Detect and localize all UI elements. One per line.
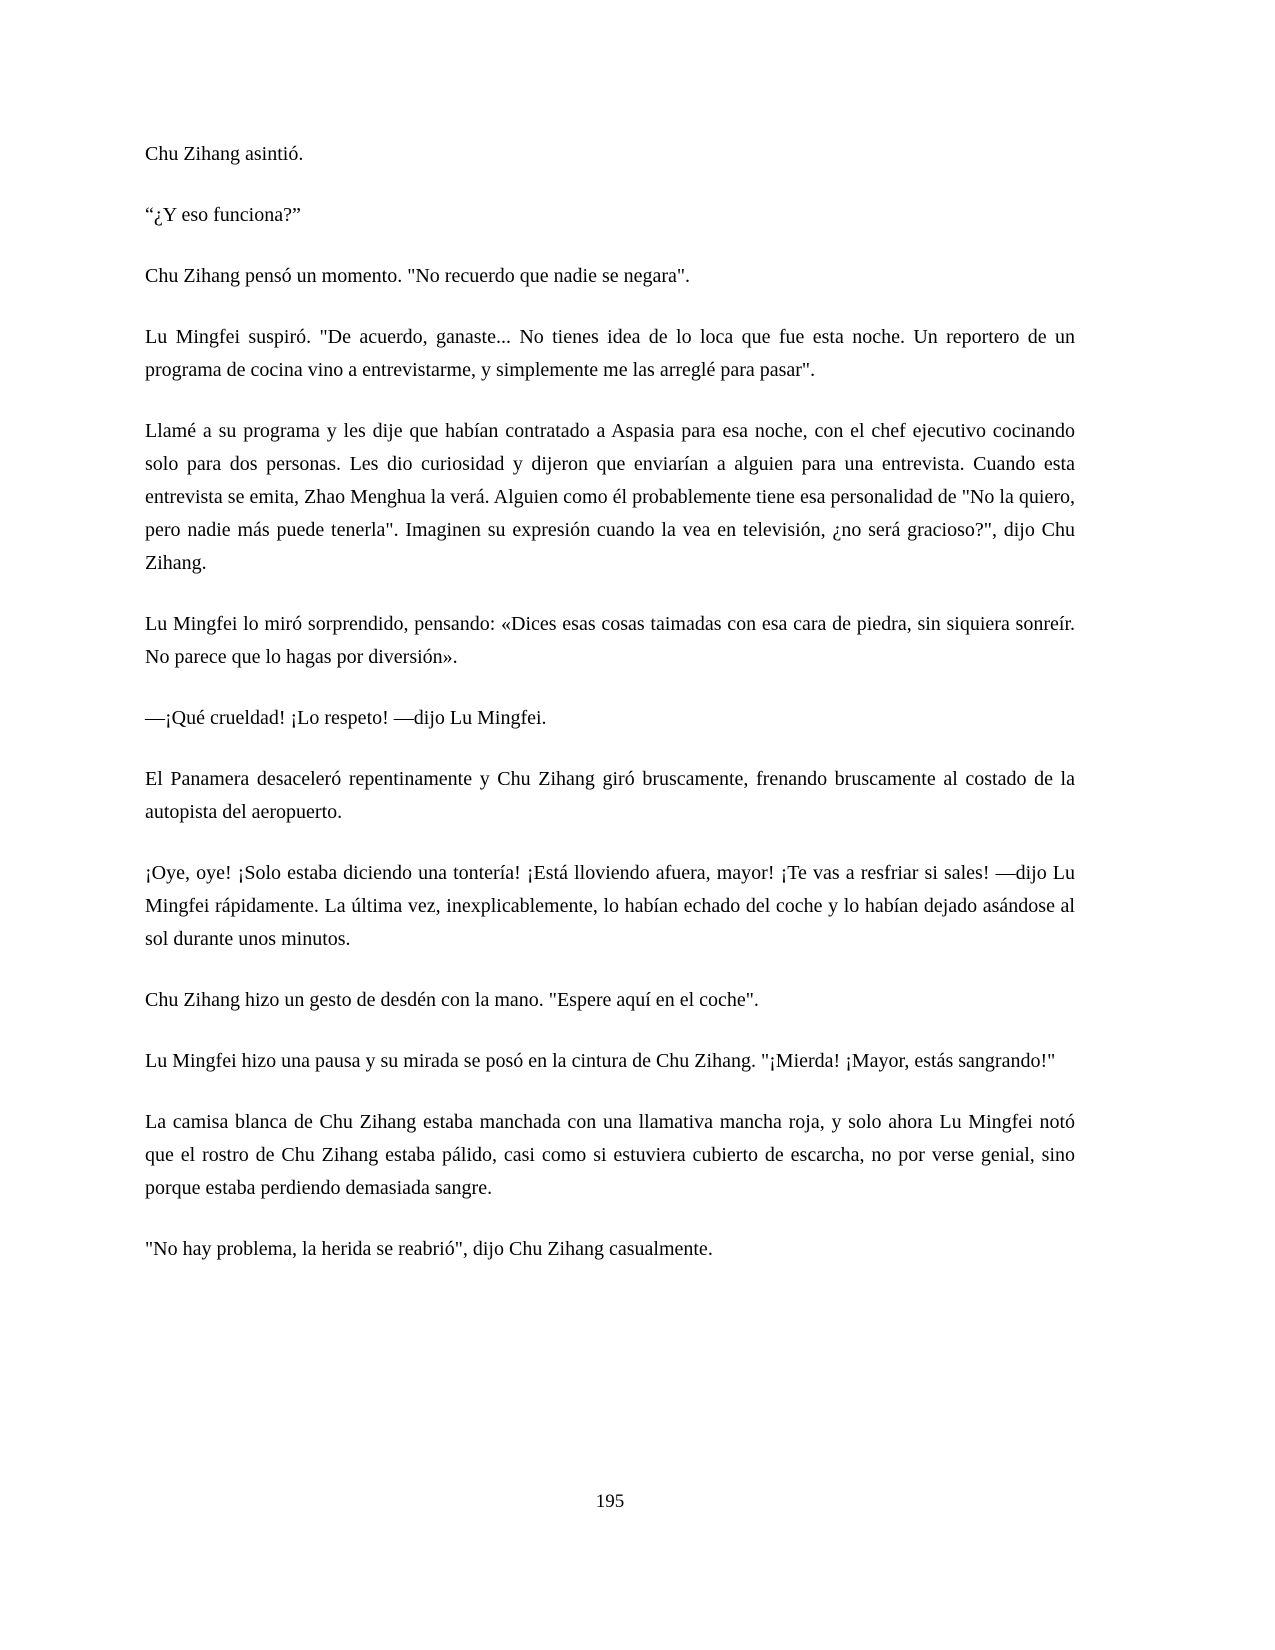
paragraph: El Panamera desaceleró repentinamente y Chu Zihang giró bruscamente, frenando bruscamente al costado de la autopista del aeropuerto. (145, 768, 1075, 823)
paragraph: “¿Y eso funciona?” (145, 204, 301, 226)
paragraph: Chu Zihang hizo un gesto de desdén con la mano. "Espere aquí en el coche". (145, 989, 759, 1011)
paragraph: —¡Qué crueldad! ¡Lo respeto! —dijo Lu Mingfei. (145, 707, 547, 729)
page-content (145, 138, 1075, 1294)
page-number: 195 (595, 1491, 625, 1512)
paragraph: ¡Oye, oye! ¡Solo estaba diciendo una tontería! ¡Está lloviendo afuera, mayor! ¡Te vas a resfriar si sales! —dijo Lu Mingfei rápidamente. La última vez, inexplicablemente, lo habían echado del coche y lo habían dejado asándose al sol durante unos minutos. (145, 862, 1075, 950)
paragraph: Lu Mingfei suspiró. "De acuerdo, ganaste... No tienes idea de lo loca que fue esta noche. Un reportero de un programa de cocina vino a entrevistarme, y simplemente me las arreglé para pasar". (145, 326, 1075, 381)
paragraph: Llamé a su programa y les dije que habían contratado a Aspasia para esa noche, con el chef ejecutivo cocinando solo para dos personas. Les dio curiosidad y dijeron que enviarían a alguien para una entrevista. Cuando esta entrevista se emita, Zhao Menghua la verá. Alguien como él probablemente tiene esa personalidad de "No la quiero, pero nadie más puede tenerla". Imaginen su expresión cuando la vea en televisión, ¿no será gracioso?", dijo Chu Zihang. (145, 420, 1075, 574)
paragraph: Lu Mingfei lo miró sorprendido, pensando: «Dices esas cosas taimadas con esa cara de piedra, sin siquiera sonreír. No parece que lo hagas por diversión». (145, 613, 1075, 668)
paragraph: Chu Zihang pensó un momento. "No recuerdo que nadie se negara". (145, 265, 691, 287)
paragraph: "No hay problema, la herida se reabrió", dijo Chu Zihang casualmente. (145, 1238, 713, 1260)
paragraph: La camisa blanca de Chu Zihang estaba manchada con una llamativa mancha roja, y solo ahora Lu Mingfei notó que el rostro de Chu Zihang estaba pálido, casi como si estuviera cubierto de escarcha, no por verse genial, sino porque estaba perdiendo demasiada sangre. (145, 1111, 1075, 1199)
paragraph: Chu Zihang asintió. (145, 143, 304, 165)
paragraph: Lu Mingfei hizo una pausa y su mirada se posó en la cintura de Chu Zihang. "¡Mierda! ¡Mayor, estás sangrando!" (145, 1050, 1056, 1072)
